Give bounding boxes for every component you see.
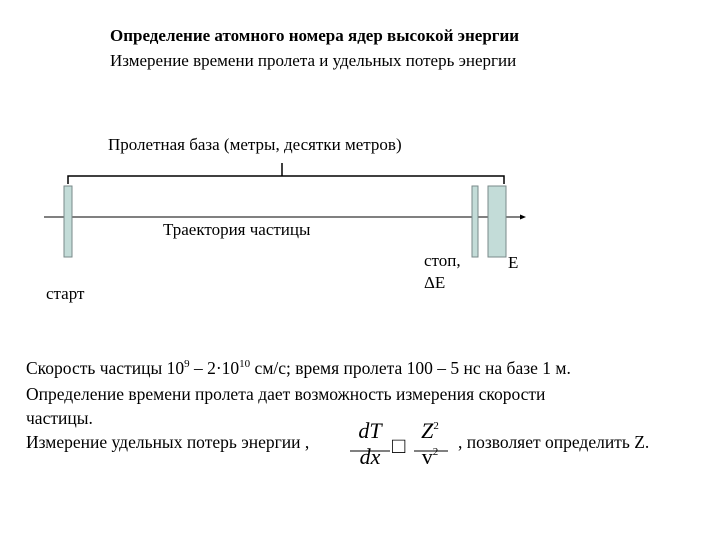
flight-base-label: Пролетная база (метры, десятки метров) bbox=[108, 135, 402, 154]
energy-label: E bbox=[508, 253, 519, 272]
trajectory-label: Траектория частицы bbox=[163, 220, 311, 239]
formula-num-2-base: Z bbox=[421, 418, 434, 443]
stop-label bbox=[424, 250, 461, 294]
start-label: старт bbox=[46, 284, 85, 303]
formula-fraction-dt-dx bbox=[348, 418, 392, 470]
proportional-symbol: □ bbox=[392, 433, 406, 458]
formula-num-2 bbox=[412, 418, 448, 444]
stop-label-line1: стоп, bbox=[424, 251, 461, 270]
formula-den-1: dx bbox=[359, 444, 381, 469]
formula-den-2 bbox=[412, 444, 448, 470]
velocity-exp-1: 9 bbox=[184, 358, 190, 371]
velocity-text-c: см/с; время пролета 100 – 5 нс на базе 1 м. bbox=[250, 358, 571, 378]
velocity-exp-2: 10 bbox=[239, 358, 251, 371]
stop-label-line2: ΔE bbox=[424, 273, 446, 292]
stop-detector bbox=[472, 186, 478, 257]
velocity-text-b: – 2·10 bbox=[189, 358, 240, 378]
energy-detector bbox=[488, 186, 506, 257]
slide-title: Определение атомного номера ядер высокой энергии bbox=[110, 26, 520, 45]
energy-loss-text: Измерение удельных потерь энергии , bbox=[26, 432, 310, 452]
velocity-text bbox=[26, 358, 571, 379]
slide-subtitle: Измерение времени пролета и удельных потерь энергии bbox=[110, 51, 517, 70]
time-of-flight-text: Определение времени пролета дает возможность измерения скорости bbox=[26, 384, 546, 404]
formula-den-2-exp: 2 bbox=[432, 446, 439, 458]
energy-loss-tail: , позволяет определить Z. bbox=[458, 432, 650, 452]
start-detector bbox=[64, 186, 72, 257]
trajectory-arrowhead bbox=[520, 215, 526, 220]
formula-num-1: dT bbox=[358, 418, 382, 443]
flight-base-bracket bbox=[68, 176, 504, 184]
formula-num-2-exp: 2 bbox=[433, 420, 439, 432]
velocity-text-a: Скорость частицы 10 bbox=[26, 358, 185, 378]
formula-fraction-z2-v2 bbox=[412, 418, 448, 470]
formula-den-2-base: v bbox=[421, 444, 433, 469]
particle-text: частицы. bbox=[26, 408, 93, 428]
